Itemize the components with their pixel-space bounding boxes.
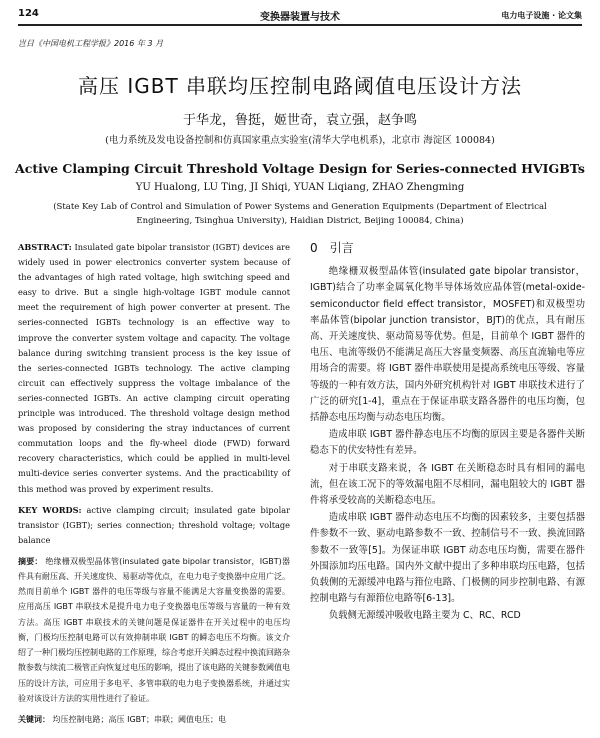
- abstract-cn-text: 绝缘栅双极型晶体管(insulated gate bipolar transistor，IGBT)器件具有耐压高、开关速度快、易驱动等优点，在电力电子变换器中应用广泛。然而目前单个 IGBT 器件的电压等级与容量不能满足大容量变换器的需要。应用高压 IGBT 串联技术是提升电力电子变换器电压等级与容量的一种有效方法。高压 IGBT 串联技术的关键问题是保证器件在开关过程中的电压均衡，门极均压控制电路可以有效抑制串联 IGBT 的瞬态电压不均衡。该文介绍了一种门极均压控制电路的工作原理，综合考虑开关瞬态过程中换流回路杂散参数与续流二极管正向恢复过电压的影响，提出了该电路的关键参数阈值电压的设计方法，可应用于多电平、多管串联的电力电子变换器系统，并通过实验对该设计方法的实用性进行了验证。: [18, 556, 290, 703]
- citation: 岂目《中国电机工程学报》2016 年 3 月: [18, 39, 164, 48]
- section-heading-introduction: 0 引言: [310, 241, 354, 255]
- title-chinese: 高压 IGBT 串联均压控制电路阈值电压设计方法: [77, 74, 523, 98]
- affiliation-english: (State Key Lab of Control and Simulation of Power Systems and Generation Equipments (Department of Electrical Engineering, Tsinghua University), Haidian District, Beijing 100084, China): [53, 202, 547, 226]
- authors-chinese: 于华龙，鲁挺，姬世奇，袁立强，赵争鸣: [182, 113, 417, 128]
- abstract-cn-label: 摘要：: [18, 556, 43, 566]
- right-column: [310, 240, 585, 626]
- keywords-label: KEY WORDS:: [18, 504, 82, 515]
- running-header: [18, 6, 582, 26]
- abstract-chinese: [18, 554, 290, 706]
- authors-english: YU Hualong, LU Ting, JI Shiqi, YUAN Liqiang, ZHAO Zhengming: [135, 182, 465, 193]
- title-english: Active Clamping Circuit Threshold Voltage Design for Series-connected HVIGBTs: [15, 161, 585, 176]
- intro-paragraph: 负载侧无源缓冲吸收电路主要为 C、RC、RCD: [328, 610, 521, 622]
- keywords-chinese: [18, 712, 290, 727]
- abstract-label: ABSTRACT:: [18, 242, 72, 252]
- affiliation-chinese: (电力系统及发电设备控制和仿真国家重点实验室(清华大学电机系)，北京市 海淀区 100084): [105, 135, 495, 146]
- keywords-english: [18, 503, 290, 548]
- keywords-text: active clamping circuit; insulated gate bipolar transistor (IGBT); series connection; threshold voltage; voltage balance: [18, 504, 291, 545]
- intro-paragraph: 造成串联 IGBT 器件动态电压不均衡的因素较多，主要包括器件参数不一致、驱动电路参数不一致、控制信号不一致、换流回路参数不一致等[5]。为保证串联 IGBT 动态电压均衡，需要在器件外围添加均压电路。国内外文献中提出了多种串联均压电路，包括负载侧的无源缓冲电路与箝位电路、门极侧的同步控制电路、有源控制电路与有源箝位电路等[6-13]。: [310, 512, 585, 605]
- abstract-text: Insulated gate bipolar transistor (IGBT) devices are widely used in power electronics converter system because of the advantages of high rated voltage, high switching speed and easy to drive. But a single high-voltage IGBT module cannot meet the requirement of high power converter at present. The series-connected IGBTs technology is an effective way to improve the converter system voltage and capacity. The voltage balance during switching transient process is the key issue of the series-connected IGBTs technology. The active clamping circuit can effectively suppress the voltage imbalance of the series-connected IGBTs. An active clamping circuit operating principle was introduced. The threshold voltage design method was proposed by considering the stray inductances of current commutation loops and the fly-wheel diode (FWD) forward recovery characteristics, which could be applied in multi-level multi-device series converter systems. And the practicability of this method was proved by experiment results.: [18, 242, 290, 494]
- page-number: 124: [18, 8, 39, 19]
- intro-paragraph: 绝缘栅双极型晶体管(insulated gate bipolar transistor，IGBT)结合了功率金属氧化物半导体场效应晶体管(metal-oxide-semiconductor field effect transistor，MOSFET)和双极型功率晶体管(bipolar junction transistor，BJT)的优点，具有耐压高、开关速度快、驱动简易等优势。但是，目前单个 IGBT 器件的电压、电流等级仍不能满足高压大容量变频器、高压直流输电等应用场合的需要。将 IGBT 器件串联使用是提高系统电压等级、容量等级的一种有效方法，国内外研究机构针对 IGBT 串联技术进行了广泛的研究[1-4]，重点在于保证串联支路各器件的电压均衡，包括静态电压均衡与动态电压均衡。: [310, 266, 585, 424]
- intro-paragraph: 对于串联支路来说，各 IGBT 在关断稳态时具有相同的漏电流，但在该工况下的等效漏电阻不尽相同，漏电阻较大的 IGBT 器件将承受较高的关断稳态电压。: [310, 462, 585, 507]
- journal-name: 变换器装置与技术: [260, 12, 340, 23]
- keywords-cn-label: 关键词：: [18, 714, 50, 724]
- keywords-cn-text: 均压控制电路；高压 IGBT；串联；阈值电压；电: [52, 714, 227, 724]
- intro-paragraph: 造成串联 IGBT 器件静态电压不均衡的原因主要是各器件关断稳态下的伏安特性有差异。: [310, 429, 585, 457]
- abstract-english: [18, 240, 290, 497]
- left-column: [18, 240, 290, 733]
- section-name: 电力电子设施 · 论文集: [501, 11, 582, 20]
